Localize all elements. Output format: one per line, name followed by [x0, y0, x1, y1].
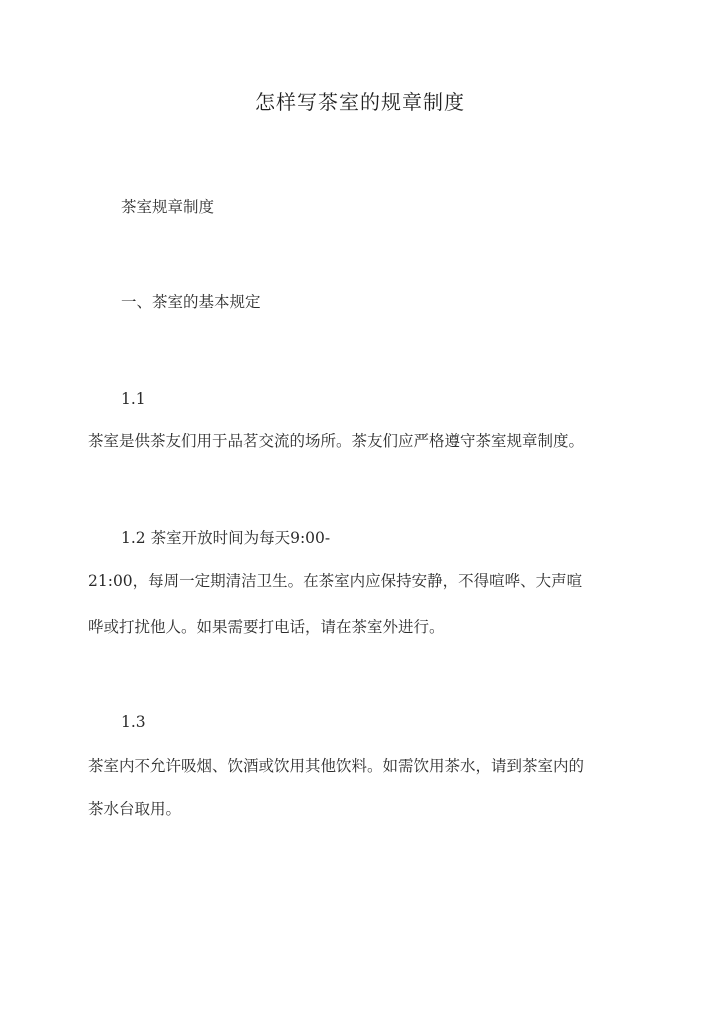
- item-1-3-line-1: 茶室内不允许吸烟、饮酒或饮用其他饮料。如需饮用茶水，请到茶室内的: [88, 757, 585, 775]
- item-1-1-line-1: 茶室是供茶友们用于品茗交流的场所。茶友们应严格遵守茶室规章制度。: [88, 432, 585, 450]
- item-1-2-line-2: 哗或打扰他人。如果需要打电话，请在茶室外进行。: [88, 618, 445, 636]
- item-1-2-first-line: 茶室开放时间为每天9:00-: [150, 529, 331, 547]
- item-1-2-line-1: 21:00，每周一定期清洁卫生。在茶室内应保持安静，不得喧哗、大声喧: [88, 572, 583, 590]
- section-heading: 一、茶室的基本规定: [121, 293, 261, 311]
- item-1-2-heading-line: [121, 527, 330, 549]
- item-number-1-3: 1.3: [121, 713, 146, 731]
- subtitle: 茶室规章制度: [121, 198, 215, 216]
- document-title: 怎样写茶室的规章制度: [255, 90, 465, 114]
- item-1-3-line-2: 茶水台取用。: [88, 800, 182, 818]
- item-number-1-1: 1.1: [121, 390, 146, 408]
- item-number-1-2: 1.2: [121, 529, 146, 547]
